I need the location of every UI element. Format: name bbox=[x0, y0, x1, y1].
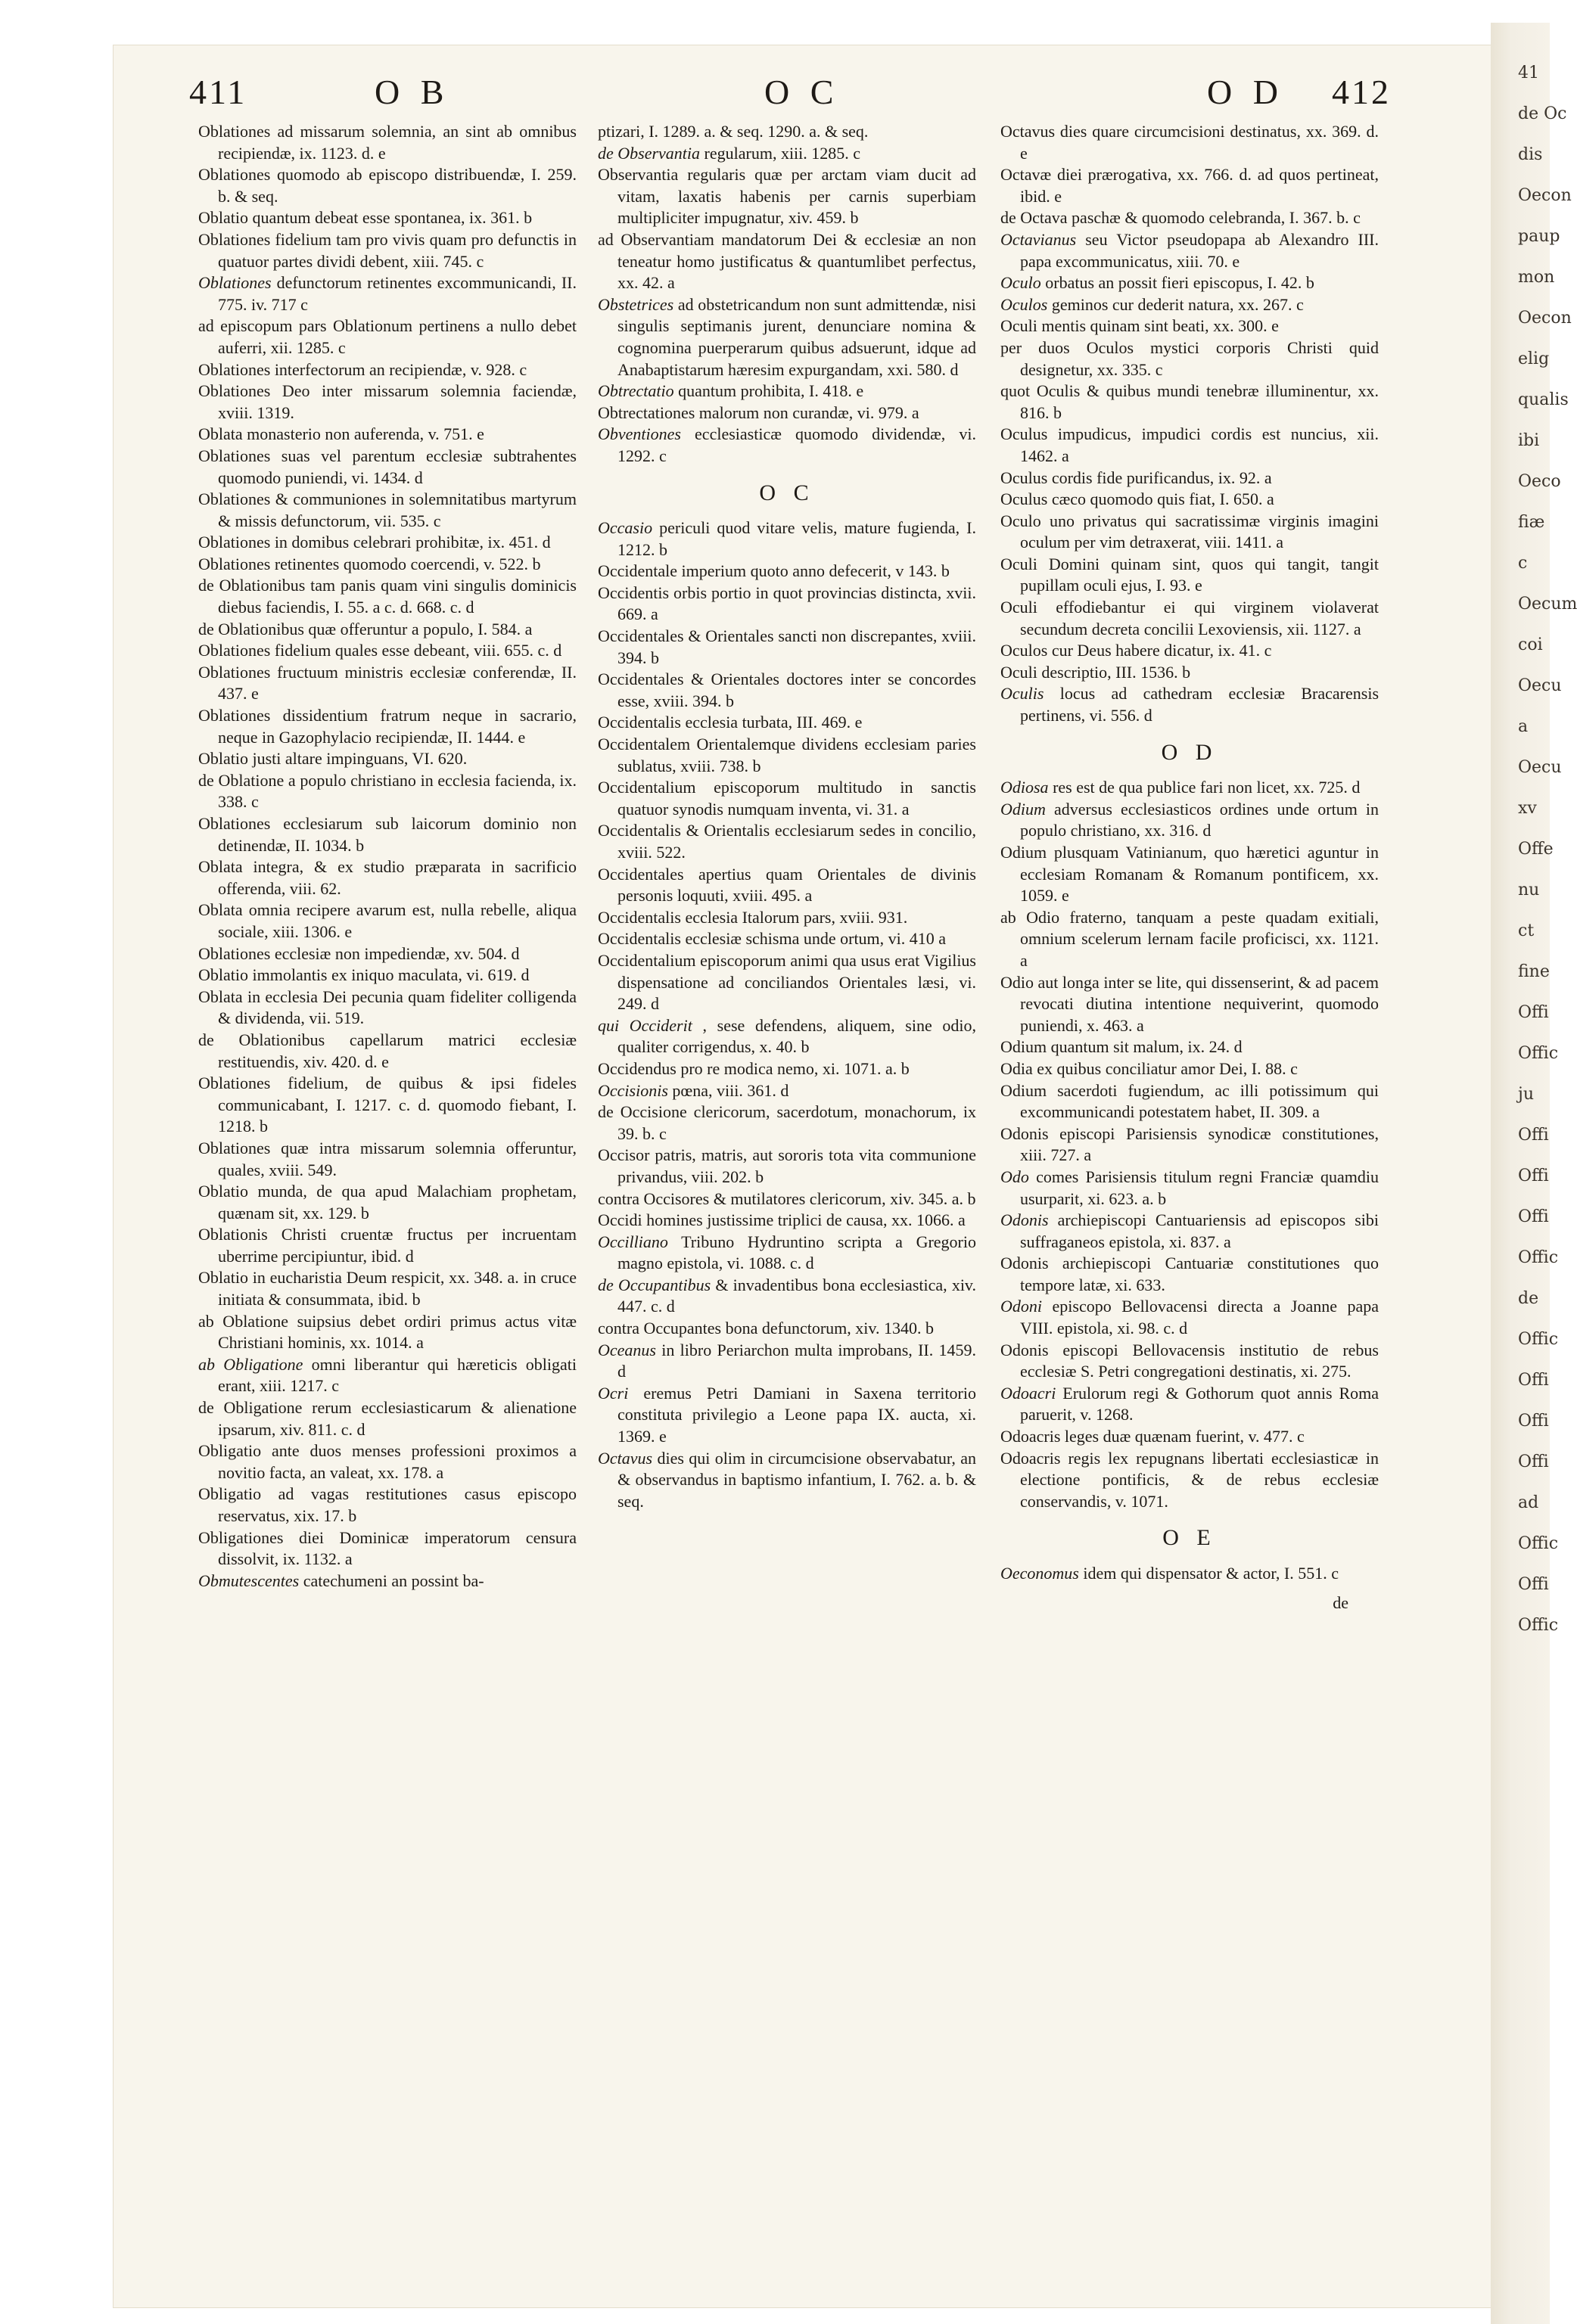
entry-text: pœna, viii. 361. d bbox=[672, 1080, 789, 1100]
index-column-1 bbox=[198, 121, 577, 1592]
entry-text: Obligatio ad vagas restitutiones casus episcopo reservatus, xix. 17. b bbox=[198, 1484, 577, 1525]
entry-headword: Odo bbox=[1000, 1167, 1029, 1186]
entry-text: Oblationis Christi cruentæ fructus per incruentam uberrime percipiuntur, ibid. d bbox=[198, 1225, 577, 1266]
index-entry bbox=[598, 669, 976, 712]
entry-text: Oblatio munda, de qua apud Malachiam prophetam, quænam sit, xx. 129. b bbox=[198, 1182, 577, 1223]
entry-headword: Obtrectatio bbox=[598, 381, 674, 401]
entry-text: Odonis episcopi Parisiensis synodicæ constitutiones, xiii. 727. a bbox=[1000, 1123, 1379, 1165]
entry-text: ad episcopum pars Oblationum pertinens a nullo debet auferri, xii. 1285. c bbox=[198, 316, 577, 357]
adjacent-page-fragment: Offi bbox=[1518, 1167, 1549, 1185]
index-entry bbox=[198, 532, 577, 554]
index-entry bbox=[598, 1340, 976, 1383]
entry-text: Erulorum regi & Gothorum quot annis Roma paruerit, v. 1268. bbox=[1020, 1383, 1379, 1425]
adjacent-page-fragment: de Oc bbox=[1518, 104, 1567, 123]
adjacent-page-fragment: a bbox=[1518, 717, 1529, 736]
entry-headword: Octavianus bbox=[1000, 229, 1077, 249]
entry-text: Oblationes fidelium, de quibus & ipsi fideles communicabant, I. 1217. c. d. quomodo fiebant, I. 1218. b bbox=[198, 1073, 577, 1136]
entry-text: Oblata integra, & ex studio præparata in sacrificio offerenda, viii. 62. bbox=[198, 857, 577, 898]
entry-text: Oblatio immolantis ex iniquo maculata, vi. 619. d bbox=[198, 965, 530, 985]
adjacent-page-fragment: de bbox=[1518, 1289, 1539, 1308]
index-entry bbox=[598, 164, 976, 229]
entry-text: ab Odio fraterno, tanquam a peste quadam exitiali, omnium scelerum lernam facile proficisci, xx. 1121. a bbox=[1000, 907, 1379, 970]
index-entry bbox=[598, 820, 976, 863]
index-entry bbox=[198, 359, 577, 381]
entry-text: geminos cur dederit natura, xx. 267. c bbox=[1051, 294, 1304, 314]
index-entry bbox=[198, 1440, 577, 1484]
entry-text: , sese defendens, aliquem, sine odio, qualiter corrigendus, x. 40. b bbox=[617, 1015, 976, 1057]
entry-text: Odonis archiepiscopi Cantuariæ constitutiones quo tempore latæ, xi. 633. bbox=[1000, 1254, 1379, 1294]
index-entry bbox=[598, 1383, 976, 1448]
adjacent-page-fragment: Oecon bbox=[1518, 186, 1572, 205]
entry-text: episcopo Bellovacensi directa a Joanne papa VIII. epistola, xi. 98. c. d bbox=[1020, 1297, 1379, 1338]
index-entry bbox=[598, 561, 976, 583]
index-entry bbox=[198, 315, 577, 359]
entry-text: per duos Oculos mystici corporis Christi quid designetur, xx. 335. c bbox=[1000, 337, 1379, 379]
section-heading: O E bbox=[1162, 1525, 1217, 1551]
entry-text: Oculo uno privatus qui sacratissimæ virginis imagini oculum per vim detraxerat, viii. 1411. a bbox=[1000, 511, 1379, 552]
index-entry bbox=[1000, 907, 1379, 972]
adjacent-page-fragments bbox=[1518, 53, 1577, 1646]
index-entry bbox=[1000, 272, 1379, 294]
index-entry bbox=[1000, 597, 1379, 640]
index-entry bbox=[1000, 489, 1379, 511]
index-entry bbox=[1000, 1340, 1379, 1383]
index-entry bbox=[1000, 121, 1379, 164]
adjacent-page-fragment: Offi bbox=[1518, 1412, 1549, 1431]
adjacent-page-fragment: nu bbox=[1518, 881, 1540, 899]
index-entry bbox=[1000, 315, 1379, 337]
entry-text: Occidentis orbis portio in quot provincias distincta, xvii. 669. a bbox=[598, 583, 976, 624]
index-entry bbox=[198, 1267, 577, 1310]
index-entry bbox=[598, 1232, 976, 1275]
entry-headword: Octavus bbox=[598, 1448, 653, 1468]
index-entry bbox=[598, 777, 976, 820]
entry-text: Occidi homines justissime triplici de causa, xx. 1066. a bbox=[598, 1210, 966, 1230]
entry-text: comes Parisiensis titulum regni Franciæ quamdiu usurparit, xi. 623. a. b bbox=[1020, 1167, 1379, 1208]
entry-text: ad obstetricandum non sunt admittendæ, nisi singulis septimanis jurent, denunciare nomina & cognomina puerperarum quibus adsuerunt, idque ad Anabaptistarum hæresim expurgandam, xxi. 580. d bbox=[617, 294, 977, 379]
entry-text: Oculi effodiebantur ei qui virginem violaverat secundum decreta concilii Lexoviensis, xii. 1127. a bbox=[1000, 598, 1379, 638]
index-entry bbox=[198, 229, 577, 272]
left-page-number: 411 bbox=[189, 73, 247, 111]
entry-text: Oblatio in eucharistia Deum respicit, xx. 348. a. in cruce initiata & consummata, ibid. b bbox=[198, 1268, 577, 1310]
index-entry bbox=[198, 965, 577, 986]
index-entry bbox=[598, 143, 976, 165]
index-entry bbox=[198, 1073, 577, 1138]
entry-text: Oblationes interfectorum an recipiendæ, v. 928. c bbox=[198, 359, 527, 379]
entry-text: Occidentalis ecclesia Italorum pars, xviii. 931. bbox=[598, 907, 908, 927]
entry-text: orbatus an possit fieri episcopus, I. 42. b bbox=[1045, 273, 1314, 293]
entry-text: ptizari, I. 1289. a. & seq. 1290. a. & seq. bbox=[598, 122, 869, 141]
catchword: de bbox=[1333, 1592, 1348, 1612]
entry-text: in libro Periarchon multa improbans, II. 1459. d bbox=[617, 1340, 977, 1381]
adjacent-page-fragment: paup bbox=[1518, 227, 1560, 246]
index-entry bbox=[1000, 972, 1379, 1037]
entry-text: Octavæ diei prærogativa, xx. 766. d. ad quos pertineat, ibid. e bbox=[1000, 165, 1379, 206]
index-entry bbox=[1000, 1426, 1379, 1448]
entry-text: Oculi Domini quinam sint, quos qui tangit, tangit pupillam oculi ejus, I. 93. e bbox=[1000, 554, 1379, 595]
entry-text: Obtrectationes malorum non curandæ, vi. 979. a bbox=[598, 402, 919, 422]
index-entry bbox=[198, 813, 577, 856]
entry-text: Oblationes suas vel parentum ecclesiæ subtrahentes quomodo puniendi, vi. 1434. d bbox=[198, 446, 577, 487]
index-entry bbox=[598, 517, 976, 561]
entry-text: Odium sacerdoti fugiendum, ac illi potissimum qui excommunicandi potestatem habet, II. 309. a bbox=[1000, 1080, 1379, 1122]
entry-headword: Odoni bbox=[1000, 1297, 1042, 1316]
index-entry bbox=[198, 619, 577, 641]
index-entry bbox=[598, 950, 976, 1015]
index-entry bbox=[1000, 1036, 1379, 1058]
index-entry bbox=[1000, 381, 1379, 424]
index-entry bbox=[598, 928, 976, 950]
adjacent-page-fragment: coi bbox=[1518, 635, 1543, 654]
adjacent-page-fragment: Offe bbox=[1518, 840, 1554, 859]
index-entry bbox=[598, 402, 976, 424]
index-entry bbox=[1000, 1296, 1379, 1339]
adjacent-page-fragment: ad bbox=[1518, 1493, 1539, 1512]
entry-text: idem qui dispensator & actor, I. 551. c bbox=[1083, 1564, 1339, 1583]
index-entry bbox=[598, 1058, 976, 1080]
index-entry bbox=[598, 1318, 976, 1340]
entry-text: Odium plusquam Vatinianum, quo hæretici aguntur in ecclesiam Romanam & Romanum pontificem, xx. 1059. e bbox=[1000, 843, 1379, 906]
adjacent-page-fragment: Offic bbox=[1518, 1248, 1559, 1267]
index-entry bbox=[1000, 1253, 1379, 1296]
entry-text: Tribuno Hydruntino scripta a Gregorio magno epistola, vi. 1088. c. d bbox=[617, 1232, 976, 1273]
adjacent-page-fragment: Oecu bbox=[1518, 676, 1562, 695]
index-entry bbox=[198, 554, 577, 576]
adjacent-page-fragment: dis bbox=[1518, 145, 1543, 164]
index-entry bbox=[1000, 207, 1379, 229]
entry-headword: Occasio bbox=[598, 518, 653, 538]
entry-text: Occidentales & Orientales doctores inter se concordes esse, xviii. 394. b bbox=[598, 670, 976, 710]
entry-headword: Oculo bbox=[1000, 273, 1041, 293]
entry-text: res est de qua publice fari non licet, xx. 725. d bbox=[1053, 778, 1361, 797]
index-entry bbox=[1000, 1210, 1379, 1253]
entry-text: Occidentalis & Orientalis ecclesiarum sedes in concilio, xviii. 522. bbox=[598, 821, 976, 862]
entry-text: de Oblationibus capellarum matrici ecclesiæ restituendis, xiv. 420. d. e bbox=[198, 1030, 577, 1071]
adjacent-page-fragment: Offi bbox=[1518, 1003, 1549, 1022]
entry-text: Occidentalem Orientalemque dividens ecclesiam paries sublatus, xviii. 738. b bbox=[598, 735, 976, 775]
adjacent-page-fragment: Oecum bbox=[1518, 595, 1577, 614]
entry-text: contra Occisores & mutilatores clericorum, xiv. 345. a. b bbox=[598, 1188, 976, 1208]
entry-text: Obligationes diei Dominicæ imperatorum censura dissolvit, ix. 1132. a bbox=[198, 1527, 577, 1569]
index-entry bbox=[598, 1210, 976, 1232]
entry-text: Oblationes fidelium tam pro vivis quam pro defunctis in quatuor partes dividi debent, xiii. 745. c bbox=[198, 229, 577, 271]
entry-text: Odoacris leges duæ quænam fuerint, v. 477. c bbox=[1000, 1427, 1305, 1446]
index-entry bbox=[1000, 337, 1379, 381]
entry-text: defunctorum retinentes excommunicandi, II. 775. iv. 717 c bbox=[218, 273, 577, 314]
index-entry bbox=[1000, 777, 1379, 799]
adjacent-page-fragment: xv bbox=[1518, 799, 1537, 818]
entry-headword: de Occupantibus bbox=[598, 1275, 711, 1294]
running-head bbox=[189, 70, 1468, 117]
entry-text: eremus Petri Damiani in Saxena territorio constituta privilegio a Leone papa IX. aucta, xi. 1369. e bbox=[617, 1383, 976, 1446]
entry-text: de Oblatione a populo christiano in ecclesia facienda, ix. 338. c bbox=[198, 770, 577, 812]
index-entry bbox=[198, 748, 577, 770]
entry-text: Oblationes fidelium quales esse debeant, viii. 655. c. d bbox=[198, 641, 562, 660]
section-heading: O D bbox=[1161, 739, 1218, 765]
entry-text: omni liberantur qui hæreticis obligati erant, xiii. 1217. c bbox=[218, 1354, 577, 1396]
index-entry bbox=[1000, 662, 1379, 684]
entry-text: Odium quantum sit malum, ix. 24. d bbox=[1000, 1037, 1243, 1057]
entry-text: Oblationes dissidentium fratrum neque in sacrario, neque in Gazophylacio recipiendæ, II. 1444. e bbox=[198, 706, 577, 747]
index-entry bbox=[598, 1080, 976, 1102]
entry-text: de Occisione clericorum, sacerdotum, monachorum, ix 39. b. c bbox=[598, 1102, 976, 1143]
adjacent-page-fragment: Oecu bbox=[1518, 758, 1562, 777]
entry-headword: Obmutescentes bbox=[198, 1571, 300, 1590]
entry-text: regularum, xiii. 1285. c bbox=[704, 143, 861, 163]
index-entry bbox=[1000, 842, 1379, 907]
index-entry bbox=[598, 864, 976, 907]
index-entry bbox=[1000, 1563, 1379, 1585]
adjacent-page-fragment: elig bbox=[1518, 350, 1550, 368]
index-entry bbox=[1000, 1123, 1379, 1167]
entry-text: Oblationes retinentes quomodo coercendi, v. 522. b bbox=[198, 554, 541, 573]
entry-text: periculi quod vitare velis, mature fugienda, I. 1212. b bbox=[617, 518, 976, 559]
index-entry bbox=[198, 943, 577, 965]
adjacent-page-fragment: fine bbox=[1518, 962, 1550, 981]
index-entry bbox=[598, 424, 976, 467]
entry-text: Oblationes in domibus celebrari prohibitæ, ix. 451. d bbox=[198, 533, 551, 552]
entry-headword: Odium bbox=[1000, 799, 1046, 819]
entry-headword: de Observantia bbox=[598, 143, 701, 163]
index-entry bbox=[598, 583, 976, 626]
entry-text: Oculus impudicus, impudici cordis est nuncius, xii. 1462. a bbox=[1000, 424, 1379, 465]
entry-text: de Obligatione rerum ecclesiasticarum & alienatione ipsarum, xiv. 811. c. d bbox=[198, 1398, 577, 1439]
entry-text: Oblatio quantum debeat esse spontanea, ix. 361. b bbox=[198, 208, 533, 228]
entry-text: seu Victor pseudopapa ab Alexandro III. papa excommunicatus, xiii. 70. e bbox=[1020, 229, 1379, 271]
adjacent-page-fragment: Oecon bbox=[1518, 309, 1572, 328]
index-entry bbox=[198, 164, 577, 207]
entry-headword: Occisionis bbox=[598, 1080, 668, 1100]
right-page-number: 412 bbox=[1332, 73, 1391, 111]
adjacent-page-fragment: Offi bbox=[1518, 1126, 1549, 1145]
index-entry bbox=[1000, 229, 1379, 272]
adjacent-page-fragment: Offi bbox=[1518, 1452, 1549, 1471]
entry-text: adversus ecclesiasticos ordines unde ortum in populo christiano, xx. 316. d bbox=[1020, 799, 1379, 840]
index-entry bbox=[198, 899, 577, 943]
center-section-label: O C bbox=[764, 73, 840, 111]
index-entry bbox=[198, 1181, 577, 1224]
entry-headword: Odiosa bbox=[1000, 778, 1049, 797]
index-entry bbox=[198, 207, 577, 229]
adjacent-page-fragment: Offic bbox=[1518, 1616, 1559, 1635]
index-entry bbox=[198, 1484, 577, 1527]
entry-text: Occidentalium episcoporum multitudo in sanctis quatuor synodis numquam inventa, vi. 31. a bbox=[598, 778, 976, 819]
entry-text: Observantia regularis quæ per arctam viam ducit ad vitam, laxatis habenis per carnis superbiam multipliciter impugnatur, xiv. 459. b bbox=[598, 165, 976, 228]
entry-text: quantum prohibita, I. 418. e bbox=[678, 381, 864, 401]
index-entry bbox=[1000, 424, 1379, 467]
entry-text: Oculus cordis fide purificandus, ix. 92. a bbox=[1000, 468, 1272, 487]
index-entry bbox=[198, 575, 577, 618]
entry-headword: Obstetrices bbox=[598, 294, 674, 314]
index-entry bbox=[198, 121, 577, 164]
entry-text: Occidentales apertius quam Orientales de divinis personis loquuti, xviii. 495. a bbox=[598, 864, 976, 906]
index-entry bbox=[1000, 164, 1379, 207]
adjacent-page-fragment: Offic bbox=[1518, 1330, 1559, 1349]
adjacent-page-fragment: Offi bbox=[1518, 1207, 1549, 1226]
index-entry bbox=[1000, 554, 1379, 597]
index-entry bbox=[1000, 1058, 1379, 1080]
entry-headword: Ocri bbox=[598, 1383, 629, 1403]
index-entry bbox=[598, 381, 976, 402]
entry-text: de Oblationibus tam panis quam vini singulis dominicis diebus faciendis, I. 55. a c. d. 668. c. d bbox=[198, 576, 577, 617]
index-entry bbox=[1000, 1383, 1379, 1426]
index-entry bbox=[1000, 468, 1379, 489]
right-section-label: O D bbox=[1207, 73, 1284, 111]
index-entry bbox=[198, 424, 577, 446]
index-entry bbox=[598, 229, 976, 294]
adjacent-page-fragment: mon bbox=[1518, 268, 1555, 287]
index-entry bbox=[1000, 683, 1379, 726]
index-entry bbox=[598, 734, 976, 777]
entry-text: Oblata in ecclesia Dei pecunia quam fideliter colligenda & dividenda, vii. 519. bbox=[198, 986, 577, 1028]
index-entry bbox=[198, 662, 577, 705]
index-entry bbox=[598, 1188, 976, 1210]
entry-text: Occisor patris, matris, aut sororis tota vita communione privandus, viii. 202. b bbox=[598, 1145, 976, 1186]
entry-text: Octavus dies quare circumcisioni destinatus, xx. 369. d. e bbox=[1000, 122, 1379, 163]
index-entry bbox=[1000, 294, 1379, 316]
entry-text: Obligatio ante duos menses professioni proximos a novitio facta, an valeat, xx. 178. a bbox=[198, 1441, 577, 1482]
entry-headword: ab Obligatione bbox=[198, 1354, 303, 1374]
index-entry bbox=[198, 381, 577, 424]
index-entry bbox=[598, 1448, 976, 1513]
entry-text: Oculi descriptio, III. 1536. b bbox=[1000, 662, 1191, 682]
index-entry bbox=[1000, 799, 1379, 842]
index-entry bbox=[198, 489, 577, 532]
index-entry bbox=[198, 1354, 577, 1397]
index-entry bbox=[1000, 511, 1379, 554]
entry-text: dies qui olim in circumcisione observabatur, an & observandus in baptismo infantium, I. 762. a. b. & seq. bbox=[617, 1448, 976, 1511]
entry-text: ab Oblatione suipsius debet ordiri primus actus vitæ Christiani hominis, xx. 1014. a bbox=[198, 1311, 577, 1353]
index-entry bbox=[1000, 1080, 1379, 1123]
adjacent-page-fragment: Offi bbox=[1518, 1575, 1549, 1594]
entry-text: Oblationes quæ intra missarum solemnia offeruntur, quales, xviii. 549. bbox=[198, 1138, 577, 1179]
entry-text: Occidentalis ecclesia turbata, III. 469. e bbox=[598, 713, 863, 732]
index-entry bbox=[598, 1145, 976, 1188]
adjacent-page-fragment: qualis bbox=[1518, 390, 1569, 409]
entry-text: Oculos cur Deus habere dicatur, ix. 41. c bbox=[1000, 641, 1272, 660]
entry-text: Oblationes ecclesiarum sub laicorum dominio non detinendæ, II. 1034. b bbox=[198, 814, 577, 855]
entry-text: ad Observantiam mandatorum Dei & ecclesiæ an non teneatur homo justificatus & quantumlibet perfectus, xx. 42. a bbox=[598, 229, 976, 293]
entry-text: catechumeni an possint ba- bbox=[303, 1571, 484, 1590]
index-entry bbox=[1000, 1448, 1379, 1513]
index-entry bbox=[198, 1311, 577, 1354]
entry-headword: Occilliano bbox=[598, 1232, 668, 1251]
index-entry bbox=[598, 907, 976, 929]
entry-headword: Odoacri bbox=[1000, 1383, 1056, 1403]
entry-text: contra Occupantes bona defunctorum, xiv. 1340. b bbox=[598, 1319, 934, 1338]
entry-text: Occidentales & Orientales sancti non discrepantes, xviii. 394. b bbox=[598, 626, 976, 667]
index-entry bbox=[198, 856, 577, 899]
index-entry bbox=[198, 1224, 577, 1267]
index-entry bbox=[198, 446, 577, 489]
entry-text: de Octava paschæ & quomodo celebranda, I. 367. b. c bbox=[1000, 208, 1361, 228]
index-entry bbox=[198, 1138, 577, 1181]
left-section-label: O B bbox=[375, 73, 450, 111]
index-entry bbox=[198, 986, 577, 1030]
entry-text: Oculus cæco quomodo quis fiat, I. 650. a bbox=[1000, 489, 1274, 509]
index-entry bbox=[198, 705, 577, 748]
entry-text: Oblationes Deo inter missarum solemnia faciendæ, xviii. 1319. bbox=[198, 381, 577, 422]
entry-headword: Odonis bbox=[1000, 1210, 1049, 1230]
index-entry bbox=[598, 121, 976, 143]
entry-headword: Oblationes bbox=[198, 273, 272, 293]
entry-text: Oblationes & communiones in solemnitatibus martyrum & missis defunctorum, vii. 535. c bbox=[198, 489, 577, 530]
index-entry bbox=[598, 294, 976, 381]
adjacent-page-fragment: ibi bbox=[1518, 431, 1540, 450]
entry-text: Oblationes ecclesiæ non impediendæ, xv. 504. d bbox=[198, 943, 520, 963]
index-entry bbox=[1000, 640, 1379, 662]
index-entry bbox=[598, 1101, 976, 1145]
index-entry bbox=[198, 640, 577, 662]
adjacent-page-fragment: ct bbox=[1518, 921, 1535, 940]
entry-headword: Oculis bbox=[1000, 684, 1044, 704]
adjacent-page-fragment: Offic bbox=[1518, 1044, 1559, 1063]
index-entry bbox=[1000, 1167, 1379, 1210]
index-entry bbox=[198, 770, 577, 813]
entry-text: & invadentibus bona ecclesiastica, xiv. 447. c. d bbox=[617, 1275, 976, 1316]
entry-text: Oblata monasterio non auferenda, v. 751. e bbox=[198, 424, 484, 444]
entry-text: Oblata omnia recipere avarum est, nulla rebelle, aliqua sociale, xiii. 1306. e bbox=[198, 900, 577, 941]
entry-text: archiepiscopi Cantuariensis ad episcopos sibi suffraganeos epistola, xi. 837. a bbox=[1020, 1210, 1379, 1251]
index-entry bbox=[598, 626, 976, 669]
entry-text: Odoacris regis lex repugnans libertati ecclesiasticæ in electione pontificis, & de rebus ecclesiæ conservandis, v. 1071. bbox=[1000, 1448, 1379, 1511]
entry-text: Oblationes quomodo ab episcopo distribuendæ, I. 259. b. & seq. bbox=[198, 165, 577, 206]
index-entry bbox=[598, 712, 976, 734]
adjacent-page-fragment: Offi bbox=[1518, 1371, 1549, 1390]
entry-text: locus ad cathedram ecclesiæ Bracarensis pertinens, vi. 556. d bbox=[1020, 684, 1379, 725]
entry-text: Odia ex quibus conciliatur amor Dei, I. 88. c bbox=[1000, 1058, 1298, 1078]
entry-headword: Oeconomus bbox=[1000, 1564, 1079, 1583]
index-entry bbox=[598, 1015, 976, 1058]
adjacent-page-fragment: 41 bbox=[1518, 64, 1539, 82]
entry-text: Occidendus pro re modica nemo, xi. 1071. a. b bbox=[598, 1058, 910, 1078]
entry-text: Oblatio justi altare impinguans, VI. 620. bbox=[198, 749, 468, 769]
adjacent-page-fragment: c bbox=[1518, 554, 1528, 573]
index-entry bbox=[198, 1397, 577, 1440]
entry-text: Odio aut longa inter se lite, qui dissenserint, & ad pacem revocati diutina intentione nequiverint, quomodo puniendi, x. 463. a bbox=[1000, 972, 1379, 1035]
entry-headword: Oceanus bbox=[598, 1340, 656, 1359]
entry-headword: qui Occiderit bbox=[598, 1015, 692, 1035]
entry-text: quot Oculis & quibus mundi tenebræ illuminentur, xx. 816. b bbox=[1000, 381, 1379, 422]
entry-headword: Oculos bbox=[1000, 294, 1048, 314]
entry-text: Occidentalium episcoporum animi qua usus erat Vigilius dispensatione ad conciliandos Orientales læsi, vi. 249. d bbox=[598, 950, 976, 1014]
index-entry bbox=[198, 1527, 577, 1571]
entry-text: Odonis episcopi Bellovacensis institutio de rebus ecclesiæ S. Petri congregationi destinatis, xi. 275. bbox=[1000, 1340, 1379, 1381]
index-entry bbox=[198, 1030, 577, 1073]
adjacent-page-fragment: Offic bbox=[1518, 1534, 1559, 1553]
index-entry bbox=[598, 1275, 976, 1318]
entry-text: Oblationes ad missarum solemnia, an sint ab omnibus recipiendæ, ix. 1123. d. e bbox=[198, 122, 577, 163]
entry-text: de Oblationibus quæ offeruntur a populo, I. 584. a bbox=[198, 619, 533, 638]
adjacent-page-fragment: Oeco bbox=[1518, 472, 1561, 491]
entry-text: Occidentale imperium quoto anno defecerit, v 143. b bbox=[598, 561, 950, 581]
entry-text: Oculi mentis quinam sint beati, xx. 300. e bbox=[1000, 316, 1279, 336]
entry-text: ecclesiasticæ quomodo dividendæ, vi. 1292. c bbox=[617, 424, 976, 465]
index-column-3 bbox=[1000, 121, 1379, 1614]
entry-headword: Obventiones bbox=[598, 424, 681, 444]
index-column-2 bbox=[598, 121, 976, 1512]
entry-text: Oblationes fructuum ministris ecclesiæ conferendæ, II. 437. e bbox=[198, 662, 577, 704]
entry-text: Occidentalis ecclesiæ schisma unde ortum, vi. 410 a bbox=[598, 929, 947, 949]
index-entry bbox=[198, 1571, 577, 1592]
index-entry bbox=[198, 272, 577, 315]
section-heading: O C bbox=[759, 480, 815, 505]
adjacent-page-fragment: ju bbox=[1518, 1085, 1534, 1104]
adjacent-page-fragment: fiæ bbox=[1518, 513, 1545, 532]
